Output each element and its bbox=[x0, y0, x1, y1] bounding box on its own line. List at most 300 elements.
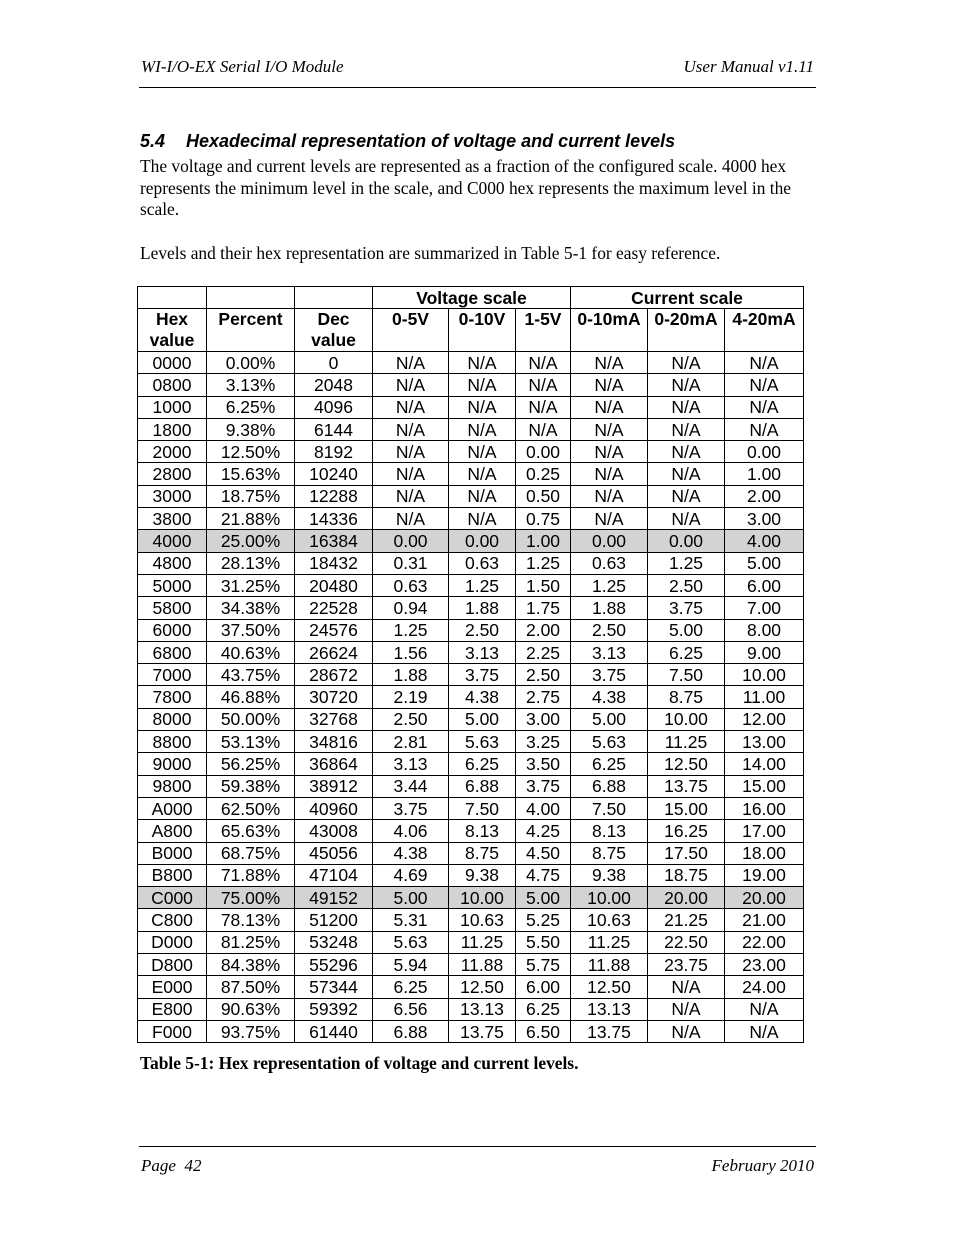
column-header-line: Hex bbox=[155, 309, 189, 329]
table-cell: 56.25% bbox=[207, 753, 295, 775]
table-cell: 24576 bbox=[295, 619, 373, 641]
table-cell: 6.25 bbox=[571, 753, 648, 775]
table-cell: 0000 bbox=[138, 352, 207, 374]
table-row bbox=[138, 931, 804, 953]
table-cell: 28.13% bbox=[207, 552, 295, 574]
table-cell: 3.13 bbox=[449, 641, 516, 663]
table-cell: 6000 bbox=[138, 619, 207, 641]
table-cell: N/A bbox=[571, 463, 648, 485]
table-cell: 5.00 bbox=[516, 887, 571, 909]
table-cell: 1.75 bbox=[516, 597, 571, 619]
column-header-line: 4-20mA bbox=[732, 309, 796, 329]
table-cell: 19.00 bbox=[725, 864, 804, 886]
table-row bbox=[138, 686, 804, 708]
table-cell: 22528 bbox=[295, 597, 373, 619]
table-row bbox=[138, 418, 804, 440]
table-cell: 34816 bbox=[295, 731, 373, 753]
column-header-line: 0-20mA bbox=[654, 309, 718, 329]
table-cell: 3.75 bbox=[449, 664, 516, 686]
column-header bbox=[373, 309, 449, 352]
table-cell: 5800 bbox=[138, 597, 207, 619]
table-cell: 6.00 bbox=[725, 574, 804, 596]
table-cell: N/A bbox=[725, 352, 804, 374]
table-cell: A800 bbox=[138, 820, 207, 842]
table-cell: 53248 bbox=[295, 931, 373, 953]
table-cell: 3.75 bbox=[571, 664, 648, 686]
table-cell: 3800 bbox=[138, 508, 207, 530]
table-cell: N/A bbox=[571, 418, 648, 440]
table-cell: N/A bbox=[648, 418, 725, 440]
table-cell: 2.00 bbox=[725, 485, 804, 507]
table-cell: N/A bbox=[373, 508, 449, 530]
table-cell: 40960 bbox=[295, 797, 373, 819]
table-cell: 10.00 bbox=[449, 887, 516, 909]
group-header-row bbox=[138, 287, 804, 309]
column-header bbox=[516, 309, 571, 352]
table-cell: 18.75 bbox=[648, 864, 725, 886]
table-cell: 14.00 bbox=[725, 753, 804, 775]
table-cell: 4.00 bbox=[725, 530, 804, 552]
table-cell: 6.88 bbox=[449, 775, 516, 797]
table-cell: 7.50 bbox=[449, 797, 516, 819]
table-cell: N/A bbox=[648, 441, 725, 463]
table-cell: 9.38 bbox=[449, 864, 516, 886]
table-cell: 6.56 bbox=[373, 998, 449, 1020]
table-cell: 5.00 bbox=[571, 708, 648, 730]
table-cell: 13.13 bbox=[449, 998, 516, 1020]
table-cell: 8800 bbox=[138, 731, 207, 753]
table-cell: 24.00 bbox=[725, 976, 804, 998]
table-cell: 9.38% bbox=[207, 418, 295, 440]
table-cell: 2.81 bbox=[373, 731, 449, 753]
table-cell: 13.75 bbox=[571, 1020, 648, 1042]
table-cell: 7.00 bbox=[725, 597, 804, 619]
table-cell: N/A bbox=[648, 485, 725, 507]
table-cell: 5.94 bbox=[373, 954, 449, 976]
table-cell: 31.25% bbox=[207, 574, 295, 596]
table-cell: 2.75 bbox=[516, 686, 571, 708]
table-cell: 1000 bbox=[138, 396, 207, 418]
table-cell: 23.75 bbox=[648, 954, 725, 976]
table-row bbox=[138, 753, 804, 775]
table-cell: 0.00 bbox=[516, 441, 571, 463]
table-cell: N/A bbox=[725, 374, 804, 396]
table-cell: 5.50 bbox=[516, 931, 571, 953]
table-cell: 43008 bbox=[295, 820, 373, 842]
table-cell: 3000 bbox=[138, 485, 207, 507]
table-cell: 12.50 bbox=[449, 976, 516, 998]
table-cell: 1.25 bbox=[516, 552, 571, 574]
table-cell: 2.50 bbox=[373, 708, 449, 730]
table-body bbox=[138, 352, 804, 1043]
table-cell: 0.00 bbox=[449, 530, 516, 552]
table-cell: 2048 bbox=[295, 374, 373, 396]
table-cell: 2.50 bbox=[516, 664, 571, 686]
table-cell: N/A bbox=[373, 485, 449, 507]
table-cell: 21.25 bbox=[648, 909, 725, 931]
table-cell: N/A bbox=[373, 396, 449, 418]
table-cell: C800 bbox=[138, 909, 207, 931]
table-cell: 1.88 bbox=[373, 664, 449, 686]
table-cell: 1.88 bbox=[571, 597, 648, 619]
table-cell: 18432 bbox=[295, 552, 373, 574]
table-cell: 20.00 bbox=[648, 887, 725, 909]
table-row bbox=[138, 731, 804, 753]
table-cell: 10.00 bbox=[571, 887, 648, 909]
table-cell: 2000 bbox=[138, 441, 207, 463]
table-cell: N/A bbox=[648, 1020, 725, 1042]
table-cell: N/A bbox=[648, 396, 725, 418]
voltage-scale-header: Voltage scale bbox=[373, 287, 571, 309]
column-header bbox=[725, 309, 804, 352]
table-cell: 1.25 bbox=[373, 619, 449, 641]
table-cell: 0.63 bbox=[373, 574, 449, 596]
table-cell: N/A bbox=[648, 998, 725, 1020]
table-cell: 16.00 bbox=[725, 797, 804, 819]
table-cell: 13.75 bbox=[648, 775, 725, 797]
table-row bbox=[138, 352, 804, 374]
section-heading bbox=[140, 131, 675, 152]
table-cell: 9800 bbox=[138, 775, 207, 797]
table-cell: 5.63 bbox=[373, 931, 449, 953]
table-cell: 93.75% bbox=[207, 1020, 295, 1042]
table-cell: 84.38% bbox=[207, 954, 295, 976]
table-cell: 2.50 bbox=[571, 619, 648, 641]
table-cell: N/A bbox=[449, 485, 516, 507]
table-row bbox=[138, 976, 804, 998]
table-cell: 4.00 bbox=[516, 797, 571, 819]
table-cell: 5.00 bbox=[725, 552, 804, 574]
table-row bbox=[138, 485, 804, 507]
table-cell: 5.63 bbox=[449, 731, 516, 753]
table-cell: 59392 bbox=[295, 998, 373, 1020]
table-cell: 1.50 bbox=[516, 574, 571, 596]
table-cell: 7800 bbox=[138, 686, 207, 708]
table-cell: 3.13% bbox=[207, 374, 295, 396]
table-cell: 4.25 bbox=[516, 820, 571, 842]
table-cell: 0.31 bbox=[373, 552, 449, 574]
table-cell: 65.63% bbox=[207, 820, 295, 842]
document-title: WI-I/O-EX Serial I/O Module bbox=[141, 57, 344, 76]
table-cell: N/A bbox=[571, 441, 648, 463]
table-cell: 53.13% bbox=[207, 731, 295, 753]
table-cell: N/A bbox=[516, 396, 571, 418]
table-cell: 0.00 bbox=[648, 530, 725, 552]
publication-date: February 2010 bbox=[711, 1156, 814, 1175]
table-cell: 2.50 bbox=[449, 619, 516, 641]
table-cell: 38912 bbox=[295, 775, 373, 797]
table-cell: 9.38 bbox=[571, 864, 648, 886]
column-header bbox=[648, 309, 725, 352]
table-cell: 1.25 bbox=[648, 552, 725, 574]
table-cell: 4096 bbox=[295, 396, 373, 418]
table-cell: N/A bbox=[449, 418, 516, 440]
table-cell: N/A bbox=[449, 352, 516, 374]
table-cell: 1.25 bbox=[449, 574, 516, 596]
table-cell: 0.00 bbox=[725, 441, 804, 463]
table-cell: 5.25 bbox=[516, 909, 571, 931]
table-cell: 12.50% bbox=[207, 441, 295, 463]
table-cell: 45056 bbox=[295, 842, 373, 864]
table-cell: 4.69 bbox=[373, 864, 449, 886]
table-cell: 0.75 bbox=[516, 508, 571, 530]
table-cell: 61440 bbox=[295, 1020, 373, 1042]
page-label: Page bbox=[141, 1156, 176, 1175]
table-cell: 8.75 bbox=[449, 842, 516, 864]
table-cell: 3.13 bbox=[373, 753, 449, 775]
table-cell: 2.00 bbox=[516, 619, 571, 641]
table-cell: 3.13 bbox=[571, 641, 648, 663]
table-cell: 11.25 bbox=[648, 731, 725, 753]
table-row bbox=[138, 552, 804, 574]
table-cell: 22.00 bbox=[725, 931, 804, 953]
table-cell: 5.75 bbox=[516, 954, 571, 976]
table-cell: 1.00 bbox=[725, 463, 804, 485]
column-header-line: Percent bbox=[218, 309, 283, 329]
table-cell: 5.00 bbox=[648, 619, 725, 641]
table-cell: N/A bbox=[516, 374, 571, 396]
table-cell: 37.50% bbox=[207, 619, 295, 641]
table-cell: D000 bbox=[138, 931, 207, 953]
empty-header-cell bbox=[138, 287, 207, 309]
column-header bbox=[138, 309, 207, 352]
table-cell: E000 bbox=[138, 976, 207, 998]
table-cell: 6.25 bbox=[449, 753, 516, 775]
table-cell: 10240 bbox=[295, 463, 373, 485]
column-header-line: 0-10V bbox=[458, 309, 506, 329]
table-cell: 0.00% bbox=[207, 352, 295, 374]
table-cell: 10.00 bbox=[648, 708, 725, 730]
table-cell: 16.25 bbox=[648, 820, 725, 842]
table-row bbox=[138, 597, 804, 619]
column-header bbox=[449, 309, 516, 352]
table-cell: 5.00 bbox=[373, 887, 449, 909]
table-cell: 12288 bbox=[295, 485, 373, 507]
table-cell: N/A bbox=[725, 396, 804, 418]
table-cell: 12.50 bbox=[648, 753, 725, 775]
table-cell: 21.88% bbox=[207, 508, 295, 530]
column-header-line: 0-5V bbox=[392, 309, 429, 329]
table-cell: 12.50 bbox=[571, 976, 648, 998]
table-cell: 4.38 bbox=[571, 686, 648, 708]
table-cell: 4000 bbox=[138, 530, 207, 552]
intro-paragraph: The voltage and current levels are represented as a fraction of the configured scale. 4000 hex represents the minimum level in the scale, and C000 hex represents the maximum level in the scale. bbox=[140, 156, 792, 219]
table-cell: N/A bbox=[449, 463, 516, 485]
table-cell: 0 bbox=[295, 352, 373, 374]
table-cell: 62.50% bbox=[207, 797, 295, 819]
table-cell: N/A bbox=[516, 418, 571, 440]
table-cell: 15.00 bbox=[725, 775, 804, 797]
table-cell: N/A bbox=[516, 352, 571, 374]
table-cell: 1.00 bbox=[516, 530, 571, 552]
table-cell: 1.25 bbox=[571, 574, 648, 596]
table-cell: 8.75 bbox=[571, 842, 648, 864]
table-cell: 26624 bbox=[295, 641, 373, 663]
page-header bbox=[139, 55, 816, 88]
table-cell: 0.63 bbox=[571, 552, 648, 574]
table-cell: 3.00 bbox=[725, 508, 804, 530]
table-cell: 75.00% bbox=[207, 887, 295, 909]
table-cell: 49152 bbox=[295, 887, 373, 909]
table-cell: 8.75 bbox=[648, 686, 725, 708]
table-cell: 4.50 bbox=[516, 842, 571, 864]
table-cell: N/A bbox=[571, 485, 648, 507]
table-row bbox=[138, 998, 804, 1020]
table-cell: N/A bbox=[725, 418, 804, 440]
table-cell: 90.63% bbox=[207, 998, 295, 1020]
empty-header-cell bbox=[295, 287, 373, 309]
page-number bbox=[141, 1156, 201, 1176]
column-header-line: 0-10mA bbox=[577, 309, 641, 329]
column-header bbox=[207, 309, 295, 352]
table-cell: 9000 bbox=[138, 753, 207, 775]
table-cell: 20480 bbox=[295, 574, 373, 596]
page-footer bbox=[139, 1146, 816, 1183]
table-cell: 11.88 bbox=[571, 954, 648, 976]
table-cell: 81.25% bbox=[207, 931, 295, 953]
table-cell: 10.00 bbox=[725, 664, 804, 686]
table-row bbox=[138, 463, 804, 485]
table-cell: 0.63 bbox=[449, 552, 516, 574]
table-cell: 6.88 bbox=[571, 775, 648, 797]
table-cell: N/A bbox=[449, 508, 516, 530]
table-cell: 3.50 bbox=[516, 753, 571, 775]
table-cell: D800 bbox=[138, 954, 207, 976]
table-cell: 5.63 bbox=[571, 731, 648, 753]
table-row bbox=[138, 374, 804, 396]
table-cell: 15.00 bbox=[648, 797, 725, 819]
table-row bbox=[138, 909, 804, 931]
table-row bbox=[138, 887, 804, 909]
table-cell: 13.13 bbox=[571, 998, 648, 1020]
table-cell: 4.38 bbox=[449, 686, 516, 708]
table-cell: N/A bbox=[571, 508, 648, 530]
table-cell: 0.00 bbox=[373, 530, 449, 552]
table-cell: 18.75% bbox=[207, 485, 295, 507]
table-row bbox=[138, 797, 804, 819]
table-cell: 32768 bbox=[295, 708, 373, 730]
table-row bbox=[138, 530, 804, 552]
table-cell: 5000 bbox=[138, 574, 207, 596]
table-cell: 40.63% bbox=[207, 641, 295, 663]
table-cell: 15.63% bbox=[207, 463, 295, 485]
table-cell: 87.50% bbox=[207, 976, 295, 998]
table-cell: 50.00% bbox=[207, 708, 295, 730]
column-header-line: value bbox=[149, 329, 195, 350]
table-cell: 2.25 bbox=[516, 641, 571, 663]
table-cell: A000 bbox=[138, 797, 207, 819]
hex-levels-table bbox=[137, 286, 804, 1043]
table-cell: 28672 bbox=[295, 664, 373, 686]
table-cell: N/A bbox=[648, 352, 725, 374]
table-cell: 13.75 bbox=[449, 1020, 516, 1042]
table-cell: 11.00 bbox=[725, 686, 804, 708]
table-row bbox=[138, 842, 804, 864]
table-cell: F000 bbox=[138, 1020, 207, 1042]
column-header bbox=[295, 309, 373, 352]
table-cell: 0.25 bbox=[516, 463, 571, 485]
table-cell: 16384 bbox=[295, 530, 373, 552]
reference-paragraph: Levels and their hex representation are summarized in Table 5-1 for easy reference. bbox=[140, 243, 721, 263]
table-cell: 4800 bbox=[138, 552, 207, 574]
column-header-line: value bbox=[311, 329, 356, 350]
table-cell: 20.00 bbox=[725, 887, 804, 909]
table-cell: 6144 bbox=[295, 418, 373, 440]
table-cell: 6.00 bbox=[516, 976, 571, 998]
table-cell: 22.50 bbox=[648, 931, 725, 953]
table-row bbox=[138, 954, 804, 976]
table-cell: 1800 bbox=[138, 418, 207, 440]
table-cell: C000 bbox=[138, 887, 207, 909]
table-cell: 55296 bbox=[295, 954, 373, 976]
table-row bbox=[138, 708, 804, 730]
table-cell: 3.75 bbox=[516, 775, 571, 797]
table-cell: 0.94 bbox=[373, 597, 449, 619]
empty-header-cell bbox=[207, 287, 295, 309]
table-cell: 14336 bbox=[295, 508, 373, 530]
table-cell: 7.50 bbox=[648, 664, 725, 686]
column-header-line: 1-5V bbox=[524, 309, 562, 329]
table-cell: 0800 bbox=[138, 374, 207, 396]
table-cell: 43.75% bbox=[207, 664, 295, 686]
table-cell: 68.75% bbox=[207, 842, 295, 864]
table-cell: 4.06 bbox=[373, 820, 449, 842]
table-cell: 25.00% bbox=[207, 530, 295, 552]
table-cell: 17.50 bbox=[648, 842, 725, 864]
table-cell: 1.56 bbox=[373, 641, 449, 663]
table-cell: E800 bbox=[138, 998, 207, 1020]
table-cell: 2800 bbox=[138, 463, 207, 485]
table-row bbox=[138, 619, 804, 641]
table-cell: 9.00 bbox=[725, 641, 804, 663]
table-cell: 6.50 bbox=[516, 1020, 571, 1042]
table-cell: N/A bbox=[648, 508, 725, 530]
table-cell: 8.13 bbox=[449, 820, 516, 842]
table-row bbox=[138, 864, 804, 886]
table-cell: 4.38 bbox=[373, 842, 449, 864]
table-cell: 78.13% bbox=[207, 909, 295, 931]
table-cell: 12.00 bbox=[725, 708, 804, 730]
table-cell: 8000 bbox=[138, 708, 207, 730]
column-header-row bbox=[138, 309, 804, 352]
table-cell: B800 bbox=[138, 864, 207, 886]
table-cell: 2.50 bbox=[648, 574, 725, 596]
table-cell: 6.88 bbox=[373, 1020, 449, 1042]
table-cell: 3.25 bbox=[516, 731, 571, 753]
table-cell: 4.75 bbox=[516, 864, 571, 886]
table-cell: N/A bbox=[648, 374, 725, 396]
table-cell: N/A bbox=[571, 374, 648, 396]
table-caption: Table 5-1: Hex representation of voltage and current levels. bbox=[140, 1053, 579, 1073]
table-cell: 59.38% bbox=[207, 775, 295, 797]
table-cell: 30720 bbox=[295, 686, 373, 708]
table-cell: N/A bbox=[449, 396, 516, 418]
table-cell: N/A bbox=[373, 374, 449, 396]
table-cell: N/A bbox=[373, 418, 449, 440]
table-cell: B000 bbox=[138, 842, 207, 864]
table-cell: 51200 bbox=[295, 909, 373, 931]
table-cell: 34.38% bbox=[207, 597, 295, 619]
table-cell: 47104 bbox=[295, 864, 373, 886]
table-cell: 3.00 bbox=[516, 708, 571, 730]
table-cell: 6800 bbox=[138, 641, 207, 663]
table-row bbox=[138, 1020, 804, 1042]
table-cell: 8.00 bbox=[725, 619, 804, 641]
table-row bbox=[138, 775, 804, 797]
manual-version: User Manual v1.11 bbox=[683, 57, 814, 76]
table-cell: N/A bbox=[725, 1020, 804, 1042]
section-number: 5.4 bbox=[140, 131, 166, 151]
